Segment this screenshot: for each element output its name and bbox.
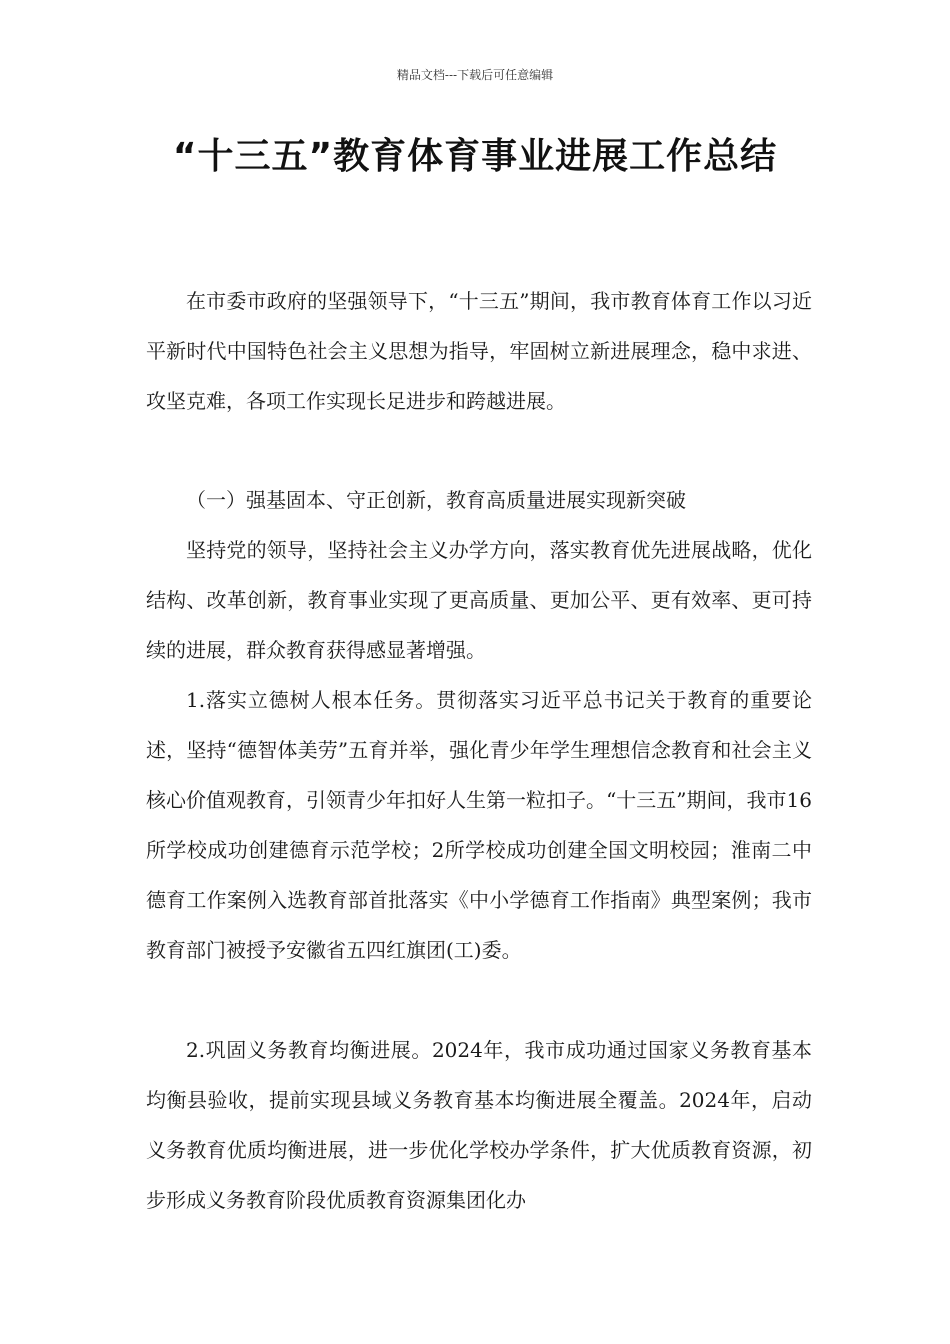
intro-paragraph: 在市委市政府的坚强领导下，“十三五”期间，我市教育体育工作以习近平新时代中国特色社会主义思想为指导，牢固树立新进展理念，稳中求进、攻坚克难，各项工作实现长足进步和跨越进展。 [146, 289, 812, 413]
item-1-paragraph: 1.落实立德树人根本任务。贯彻落实习近平总书记关于教育的重要论述，坚持“德智体美劳”五育并举，强化青少年学生理想信念教育和社会主义核心价值观教育，引领青少年扣好人生第一粒扣子。“十三五”期间，我市16所学校成功创建德育示范学校；2所学校成功创建全国文明校园；淮南二中德育工作案例入选教育部首批落实《中小学德育工作指南》典型案例；我市教育部门被授予安徽省五四红旗团(工)委。 [146, 688, 812, 962]
header-note: 精品文档---下载后可任意编辑 [396, 68, 554, 82]
section-1-paragraph: 坚持党的领导，坚持社会主义办学方向，落实教育优先进展战略，优化结构、改革创新，教育事业实现了更高质量、更加公平、更有效率、更可持续的进展，群众教育获得感显著增强。 [146, 538, 812, 662]
item-2-paragraph: 2.巩固义务教育均衡进展。2024年，我市成功通过国家义务教育基本均衡县验收，提前实现县域义务教育基本均衡进展全覆盖。2024年，启动义务教育优质均衡进展，进一步优化学校办学条件，扩大优质教育资源，初步形成义务教育阶段优质教育资源集团化办 [146, 1038, 812, 1212]
section-1-heading: （一）强基固本、守正创新，教育高质量进展实现新突破 [186, 488, 686, 512]
document-title: “十三五”教育体育事业进展工作总结 [172, 136, 778, 177]
